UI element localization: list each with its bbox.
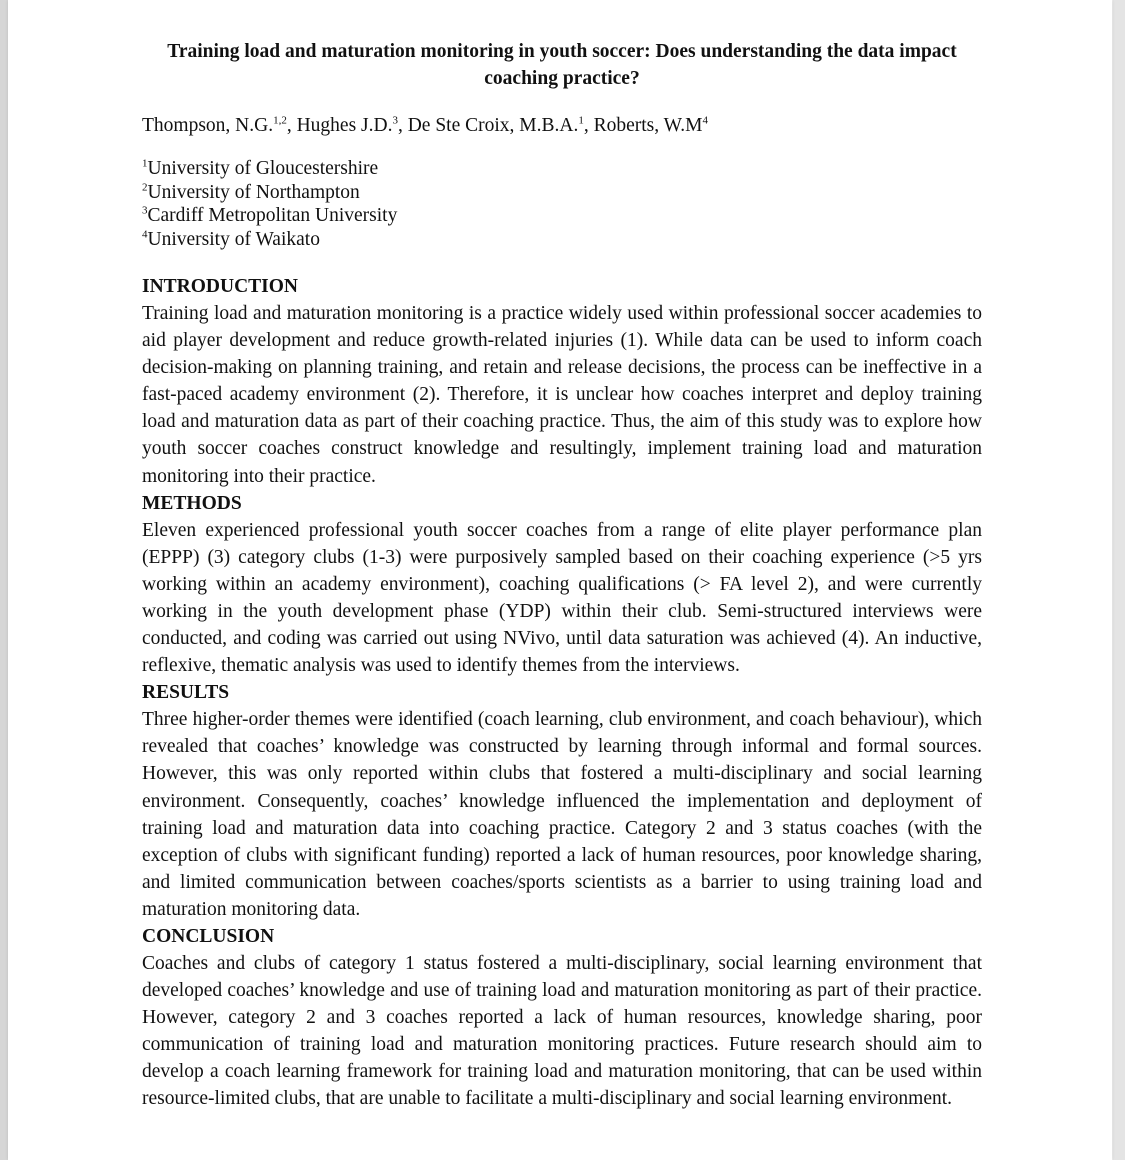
- section-body: Training load and maturation monitoring is a practice widely used within professional soccer academies to aid player development and reduce growth-related injuries (1). While data can be used to inform coach decision-making on planning training, and retain and release decisions, the process can be ineffective in a fast-paced academy environment (2). Therefore, it is unclear how coaches interpret and deploy training load and maturation data as part of their coaching practice. Thus, the aim of this study was to explore how youth soccer coaches construct knowledge and resultingly, implement training load and maturation monitoring into their practice.: [142, 303, 982, 487]
- author-affiliation-marker: 1,2: [273, 114, 287, 127]
- section-results: [142, 679, 982, 923]
- viewer-left-gutter: [0, 0, 8, 1160]
- section-methods: [142, 490, 982, 680]
- affiliation-number: 1: [142, 157, 148, 170]
- section-body: Three higher-order themes were identified (coach learning, club environment, and coach behaviour), which revealed that coaches’ knowledge was constructed by learning through informal and formal sources. However, this was only reported within clubs that fostered a multi-disciplinary and social learning environment. Consequently, coaches’ knowledge influenced the implementation and deployment of training load and maturation data into coaching practice. Category 2 and 3 status coaches (with the exception of clubs with significant funding) reported a lack of human resources, poor knowledge sharing, and limited communication between coaches/sports scientists as a barrier to using training load and maturation monitoring data.: [142, 709, 982, 920]
- section-body: Coaches and clubs of category 1 status fostered a multi-disciplinary, social learning environment that developed coaches’ knowledge and use of training load and maturation monitoring as part of their practice. However, category 2 and 3 coaches reported a lack of human resources, knowledge sharing, poor communication of training load and maturation monitoring practices. Future research should aim to develop a coach learning framework for training load and maturation monitoring, that can be used within resource-limited clubs, that are unable to facilitate a multi-disciplinary and social learning environment.: [142, 952, 982, 1110]
- author-affiliation-marker: 1: [578, 114, 584, 127]
- author-name: Roberts, W.M: [593, 115, 703, 136]
- paper-title: Training load and maturation monitoring in youth soccer: Does understanding the data impact coaching practice?: [167, 41, 957, 89]
- author-name: De Ste Croix, M.B.A.: [407, 115, 579, 136]
- document-page: [8, 0, 1112, 1160]
- section-conclusion: [142, 923, 982, 1113]
- affiliation-name: University of Northampton: [147, 181, 360, 203]
- author-separator: ,: [583, 115, 594, 136]
- affiliation-number: 4: [142, 228, 148, 240]
- affiliation-name: Cardiff Metropolitan University: [147, 205, 398, 226]
- section-heading: CONCLUSION: [142, 925, 275, 947]
- affiliation-name: University of Waikato: [147, 228, 320, 250]
- affiliation: [142, 157, 982, 181]
- section-heading: INTRODUCTION: [142, 276, 299, 297]
- affiliation-number: 3: [142, 204, 148, 217]
- affiliation-number: 2: [142, 181, 148, 193]
- author-name: Thompson, N.G.: [142, 115, 274, 136]
- affiliation: [142, 181, 982, 205]
- affiliation-name: University of Gloucestershire: [147, 158, 379, 179]
- affiliation-list: [142, 157, 982, 251]
- author-affiliation-marker: 3: [392, 114, 398, 127]
- page-content: [142, 38, 982, 1113]
- affiliation: [142, 228, 982, 252]
- author-separator: ,: [397, 115, 408, 136]
- section-introduction: [142, 273, 982, 490]
- section-heading: METHODS: [142, 492, 242, 514]
- author-separator: ,: [286, 115, 297, 136]
- author-list: [142, 112, 982, 139]
- author-affiliation-marker: 4: [702, 114, 708, 127]
- affiliation: [142, 204, 982, 228]
- author-name: Hughes J.D.: [296, 115, 393, 136]
- section-heading: RESULTS: [142, 682, 230, 704]
- viewer-scrollbar-track[interactable]: [1113, 0, 1125, 1160]
- section-body: Eleven experienced professional youth soccer coaches from a range of elite player performance plan (EPPP) (3) category clubs (1-3) were purposively sampled based on their coaching experience (>5 yrs working within an academy environment), coaching qualifications (> FA level 2), and were currently working in the youth development phase (YDP) within their club. Semi-structured interviews were conducted, and coding was carried out using NVivo, until data saturation was achieved (4). An inductive, reflexive, thematic analysis was used to identify themes from the interviews.: [142, 519, 982, 677]
